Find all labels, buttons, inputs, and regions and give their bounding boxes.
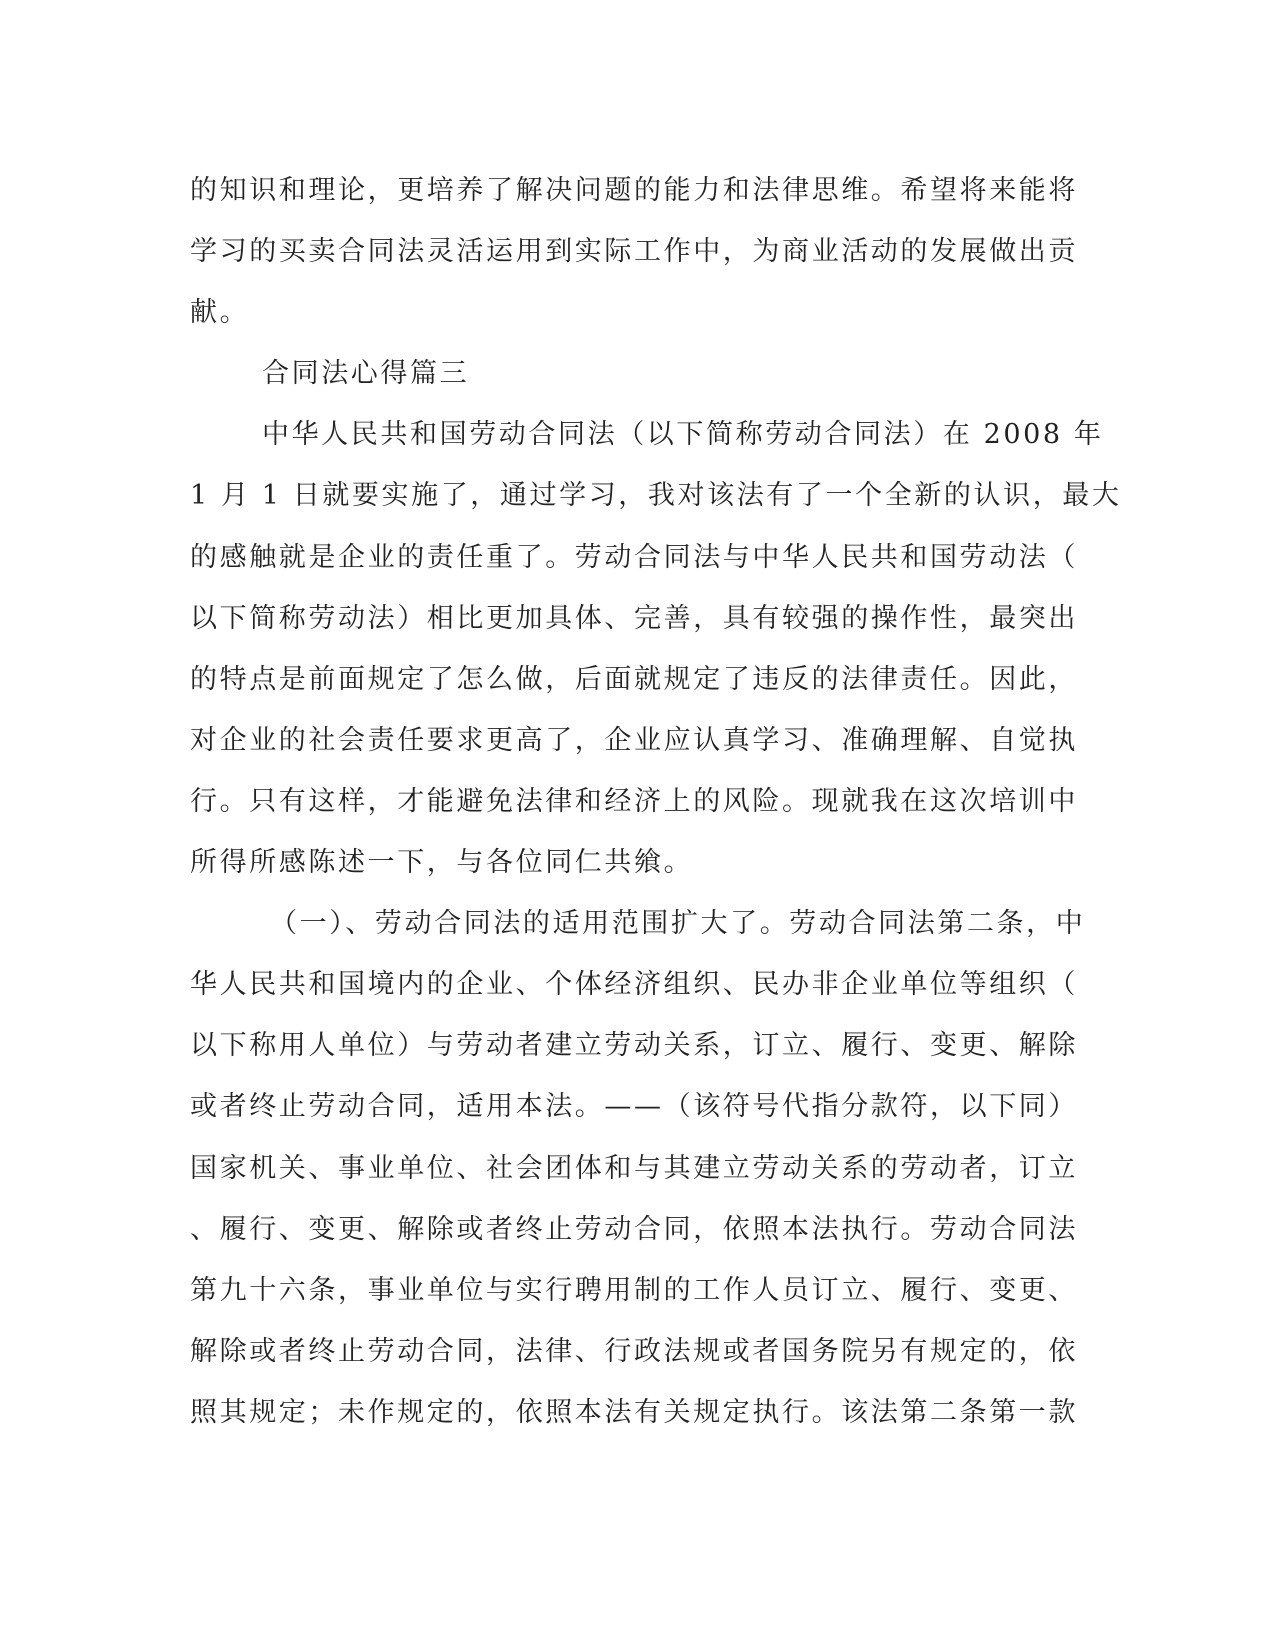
text-line: 学习的买卖合同法灵活运用到实际工作中，为商业活动的发展做出贡: [190, 236, 1078, 268]
text-line: 1 月 1 日就要实施了，通过学习，我对该法有了一个全新的认识，最大: [190, 480, 1122, 512]
text-line: 以下简称劳动法）相比更加具体、完善，具有较强的操作性，最突出: [190, 602, 1078, 634]
text-line: 的感触就是企业的责任重了。劳动合同法与中华人民共和国劳动法（: [190, 541, 1078, 573]
paragraph-first-line: 中华人民共和国劳动合同法（以下简称劳动合同法）在 2008 年: [262, 419, 1104, 451]
text-line: 以下称用人单位）与劳动者建立劳动关系，订立、履行、变更、解除: [190, 1030, 1078, 1062]
text-line: 解除或者终止劳动合同，法律、行政法规或者国务院另有规定的，依: [190, 1335, 1078, 1367]
text-line: 的特点是前面规定了怎么做，后面就规定了违反的法律责任。因此，: [190, 663, 1078, 695]
section-heading: 合同法心得篇三: [262, 358, 470, 390]
text-line: 行。只有这样，才能避免法律和经济上的风险。现就我在这次培训中: [190, 785, 1078, 817]
text-line: 国家机关、事业单位、社会团体和与其建立劳动关系的劳动者，订立: [190, 1152, 1078, 1184]
text-line: 所得所感陈述一下，与各位同仁共飨。: [190, 847, 694, 879]
text-line: 第九十六条，事业单位与实行聘用制的工作人员订立、履行、变更、: [190, 1274, 1078, 1306]
text-line: 的知识和理论，更培养了解决问题的能力和法律思维。希望将来能将: [190, 175, 1078, 206]
text-line: 、履行、变更、解除或者终止劳动合同，依照本法执行。劳动合同法: [190, 1213, 1078, 1245]
document-body: [190, 160, 1122, 1443]
text-line: 照其规定；未作规定的，依照本法有关规定执行。该法第二条第一款: [190, 1396, 1078, 1428]
paragraph-first-line: （一）、劳动合同法的适用范围扩大了。劳动合同法第二条，中: [270, 908, 1086, 940]
text-line: 对企业的社会责任要求更高了，企业应认真学习、准确理解、自觉执: [190, 724, 1078, 756]
text-line: 华人民共和国境内的企业、个体经济组织、民办非企业单位等组织（: [190, 969, 1078, 1001]
text-line: 献。: [190, 297, 250, 329]
text-line: 或者终止劳动合同，适用本法。——（该符号代指分款符，以下同）: [190, 1091, 1078, 1123]
